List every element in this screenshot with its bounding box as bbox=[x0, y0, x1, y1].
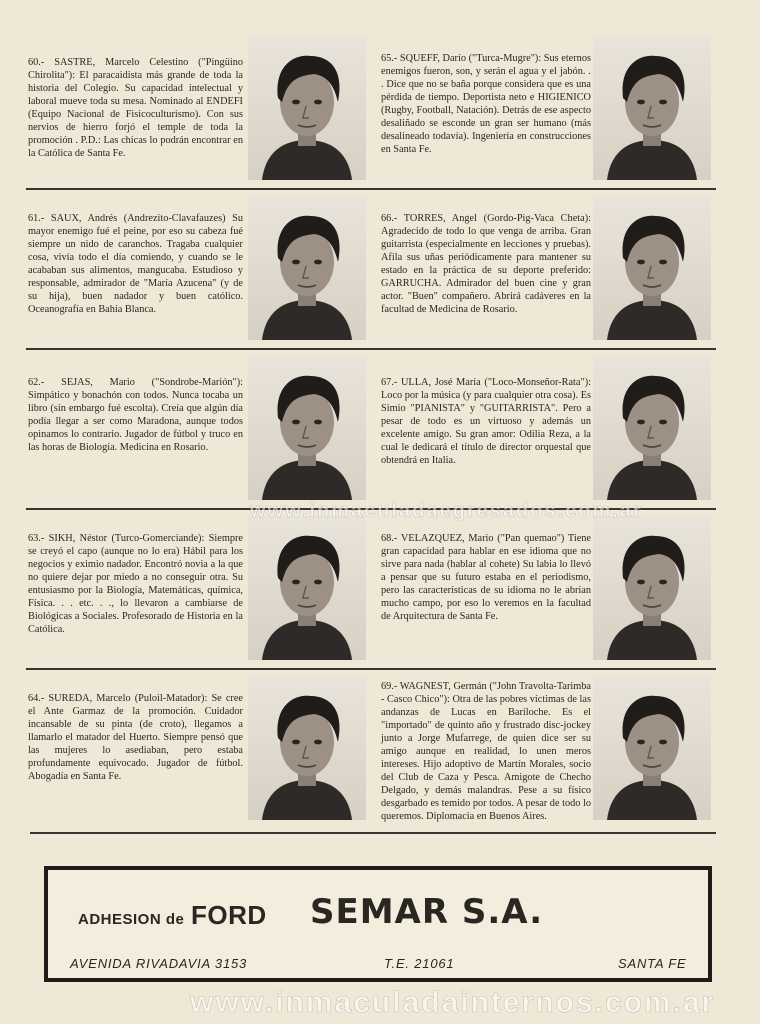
ad-city: SANTA FE bbox=[618, 956, 687, 971]
portrait-silhouette-icon bbox=[593, 516, 711, 660]
graduate-entry bbox=[26, 350, 371, 510]
ad-address: AVENIDA RIVADAVIA 3153 bbox=[70, 956, 248, 971]
watermark-bottom: www.inmaculadainternos.com.ar bbox=[190, 986, 716, 1019]
graduate-entry bbox=[371, 510, 716, 670]
graduate-bio: 68.- VELAZQUEZ, Mario ("Pan quemao") Tiene gran capacidad para hablar en ese idioma que no sirve para nada (hablar al cohete) Su labia lo llevó a pensar que su futuro estaba en el periodismo, pero las características de su idioma no le abrían mucho campo, por eso lo veremos en la facultad de Arquitectura de Santa Fe. bbox=[381, 533, 591, 622]
watermark-middle: www.inmaculadaegresados.com.ar bbox=[250, 500, 643, 522]
portrait-silhouette-icon bbox=[248, 516, 366, 660]
graduates-grid bbox=[26, 30, 716, 830]
graduate-portrait bbox=[248, 36, 366, 180]
portrait-silhouette-icon bbox=[248, 676, 366, 820]
portrait-silhouette-icon bbox=[248, 356, 366, 500]
graduate-bio: 65.- SQUEFF, Darío ("Turca-Mugre"): Sus eternos enemigos fueron, son, y serán el agua y el jabón. . . Dice que no se baña porque considera que es una pérdida de tiempo. Deportista neto e HIGIENICO (Rugby, Football, Natación). Detrás de ese aspecto desaliñado se esconde un gran ser humano (más desalineado todavía). Ingeniería en construcciones en Santa Fe. bbox=[381, 53, 591, 155]
ad-phone: T.E. 21061 bbox=[384, 956, 455, 971]
graduate-portrait bbox=[248, 516, 366, 660]
graduate-portrait bbox=[593, 196, 711, 340]
portrait-silhouette-icon bbox=[248, 36, 366, 180]
graduate-entry bbox=[26, 30, 371, 190]
graduate-bio: 61.- SAUX, Andrés (Andrezito-Clavafauzes) Su mayor enemigo fué el peine, por eso su cabeza fué siempre un nido de caranchos. Tragaba cualquier cosa, vivía todo el día comiendo, y cuando se le acababan sus alimentos, mangucaba. Estudioso y responsable, admirador de "María Azucena" (y de su hija), buen nadador y buen católico. Oceanografía en Bahía Blanca. bbox=[28, 213, 243, 315]
graduate-portrait bbox=[593, 36, 711, 180]
graduate-entry bbox=[371, 30, 716, 190]
graduate-bio: 64.- SUREDA, Marcelo (Puloil-Matador): Se cree el Ante Garmaz de la promoción. Cuidador incansable de su pinta (de croto), llegamos a llamarlo el matador del Huerto. Siempre pensó que las mujeres lo asediaban, pero estaba profundamente equivocado. Jugador de fútbol. Abogadía en Santa Fe. bbox=[28, 693, 243, 782]
graduate-portrait bbox=[248, 676, 366, 820]
portrait-silhouette-icon bbox=[593, 196, 711, 340]
portrait-silhouette-icon bbox=[593, 356, 711, 500]
graduate-portrait bbox=[248, 356, 366, 500]
graduate-bio: 63.- SIKH, Néstor (Turco-Gomerciande): Siempre se creyó el capo (aunque no lo era) Hábil para los negocios y eximio nadador. Encontró novia a la que no quiere dejar por miedo a no conseguir otra. Su entusiasmo por la Biología, Matemáticas, química, Física. . . etc. . ., lo llevaron a cambiarse de Biológicas a Sociales. Profesorado de Historia en la Católica. bbox=[28, 533, 243, 635]
sponsor-advertisement bbox=[44, 866, 712, 982]
graduate-bio: 62.- SEJAS, Mario ("Sondrobe-Marión"): Simpático y bonachón con todos. Nunca tocaba un libro (sin embargo fué escolta). Creía que algún día podía llegar a ser como Maradona, aunque todos opinamos lo contrario. Jugador de fútbol y truco en las horas de Biología. Medicina en Rosario. bbox=[28, 377, 243, 453]
graduate-bio: 69.- WAGNEST, Germán ("John Travolta-Tarimba - Casco Chico"): Otra de las pobres víctimas de las andanzas de Lucas en Bariloche. Es el "importado" de quinto año y frustrado disc-jockey junto a Jorge Mufarrege, de quien dice ser su amigo aunque en realidad, lo unen meros intereses. Hijo adoptivo de Martín Morales, socio del Club de Caza y Pesca. Amigote de Checho Delgado, y demás malandras. Pese a su físico desgarbado es temido por todos. A pesar de todo lo queremos. Diplomacia en Buenos Aires. bbox=[381, 681, 591, 822]
graduate-portrait bbox=[593, 676, 711, 820]
portrait-silhouette-icon bbox=[248, 196, 366, 340]
graduate-bio: 67.- ULLA, José María ("Loco-Monseñor-Rata"): Loco por la música (y para cualquier otra cosa). Es Simio "PIANISTA" y "GUITARRISTA". Pero a pesar de todo es un virtuoso y además un excelente amigo. Su gran amor: Odilia Reza, a la cual le dedicará el título de director orquestal que obtendrá en Italia. bbox=[381, 377, 591, 466]
portrait-silhouette-icon bbox=[593, 36, 711, 180]
graduate-entry bbox=[26, 190, 371, 350]
ford-logo: FORD bbox=[191, 900, 267, 930]
graduate-bio: 60.- SASTRE, Marcelo Celestino ("Pingüino Chirolita"): El paracaidista más grande de toda la historia del Colegio. Su capacidad intelectual y laboral mueve toda su mesa. Nominado al ENDEFI (Equipo Nacional de Fisicoculturismo). Con sus nervios de hierro forjó el temple de toda la promoción . P.D.: Las chicas lo podrán encontrar en la Católica de Santa Fe. bbox=[28, 57, 243, 159]
graduate-bio: 66.- TORRES, Angel (Gordo-Pig-Vaca Cheta): Agradecido de todo lo que venga de arriba. Gran guitarrista (especialmente en lecciones y pruebas). Afila sus uñas periódicamente para mantener su estado en la práctica de su deporte preferido: GARRUCHA. Admirador del buen cine y gran actor. "Buen" compañero. Abrirá cadáveres en la facultad de Medicina de Rosario. bbox=[381, 213, 591, 315]
ad-adhesion-label: ADHESION de bbox=[78, 911, 185, 928]
ad-company-name: SEMAR S.A. bbox=[310, 892, 544, 932]
ad-adhesion bbox=[78, 900, 267, 931]
graduate-entry bbox=[371, 350, 716, 510]
graduate-portrait bbox=[248, 196, 366, 340]
graduate-portrait bbox=[593, 516, 711, 660]
portrait-silhouette-icon bbox=[593, 676, 711, 820]
graduate-entry bbox=[26, 510, 371, 670]
section-divider bbox=[30, 832, 716, 834]
graduate-entry bbox=[371, 190, 716, 350]
graduate-portrait bbox=[593, 356, 711, 500]
graduate-entry bbox=[371, 670, 716, 830]
graduate-entry bbox=[26, 670, 371, 830]
